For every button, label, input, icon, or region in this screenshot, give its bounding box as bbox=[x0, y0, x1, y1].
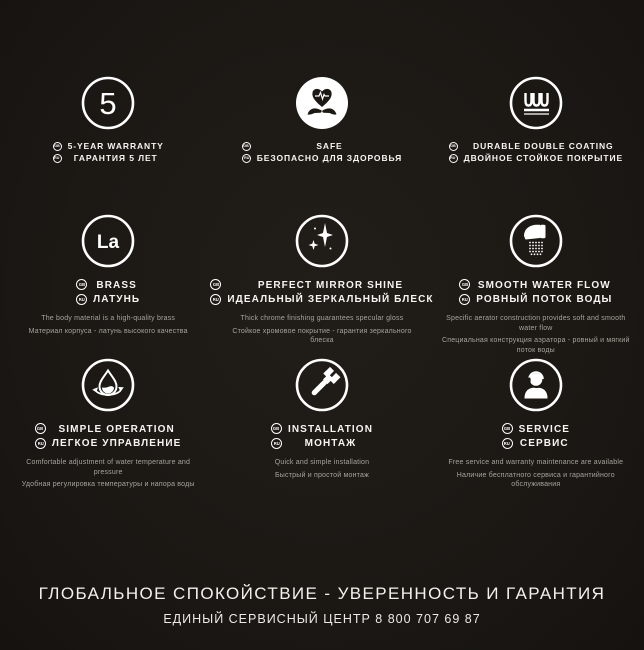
feature-title-ru: ЛАТУНЬ bbox=[93, 293, 141, 305]
feature-desc-ru: Удобная регулировка температуры и напора воды bbox=[21, 481, 195, 488]
feature-mirror-shine bbox=[210, 214, 433, 358]
feature-labels bbox=[449, 141, 623, 163]
lang-badge-ru: RU bbox=[271, 438, 282, 449]
lang-badge-gb: GB bbox=[35, 423, 46, 434]
feature-coating bbox=[434, 76, 638, 214]
footer bbox=[0, 584, 644, 626]
feature-service bbox=[434, 358, 638, 520]
footer-slogan: ГЛОБАЛЬНОЕ СПОКОЙСТВИЕ - УВЕРЕННОСТЬ И ГАРАНТИЯ bbox=[38, 584, 606, 603]
lang-badge-gb: GB bbox=[449, 142, 458, 151]
feature-title-ru: ДВОЙНОЕ СТОЙКОЕ ПОКРЫТИЕ bbox=[463, 153, 624, 163]
feature-title-en: SAFE bbox=[316, 141, 343, 151]
feature-desc-ru: Материал корпуса - латунь высокого качества bbox=[28, 327, 188, 335]
feature-safe bbox=[210, 76, 433, 214]
feature-labels bbox=[459, 279, 612, 305]
feature-title-ru: БЕЗОПАСНО ДЛЯ ЗДОРОВЬЯ bbox=[256, 153, 403, 163]
lang-badge-gb: GB bbox=[459, 279, 470, 290]
pipe-wrench-icon bbox=[295, 358, 349, 412]
feature-title-en: SERVICE bbox=[518, 423, 571, 435]
feature-desc-en: Specific aerator construction provides soft and smooth water flow bbox=[446, 315, 626, 332]
feature-title-en: PERFECT MIRROR SHINE bbox=[257, 279, 404, 291]
lang-badge-ru: RU bbox=[502, 438, 513, 449]
feature-simple-operation bbox=[6, 358, 210, 520]
feature-labels bbox=[76, 279, 140, 305]
drop-rotation-icon bbox=[81, 358, 135, 412]
support-headset-icon bbox=[509, 358, 563, 412]
feature-desc-ru: Специальная конструкция аэратора - ровный и мягкий поток воды bbox=[441, 337, 630, 354]
lang-badge-ru: RU bbox=[242, 154, 251, 163]
lang-badge-gb: GB bbox=[242, 142, 251, 151]
lang-badge-ru: RU bbox=[449, 154, 458, 163]
feature-title-ru: МОНТАЖ bbox=[304, 437, 357, 449]
feature-warranty bbox=[6, 76, 210, 214]
feature-title-ru: РОВНЫЙ ПОТОК ВОДЫ bbox=[476, 293, 613, 305]
lang-badge-gb: GB bbox=[53, 142, 62, 151]
feature-labels bbox=[210, 279, 433, 305]
feature-title-en: BRASS bbox=[96, 279, 137, 291]
lang-badge-ru: RU bbox=[53, 154, 62, 163]
feature-title-en: 5-YEAR WARRANTY bbox=[67, 141, 164, 151]
lang-badge-ru: RU bbox=[459, 294, 470, 305]
feature-title-en: INSTALLATION bbox=[287, 423, 374, 435]
feature-desc-en: The body material is a high-quality brass bbox=[41, 315, 176, 322]
lang-badge-ru: RU bbox=[76, 294, 87, 305]
mirror-shine-icon bbox=[295, 214, 349, 268]
shower-flow-icon bbox=[509, 214, 563, 268]
feature-water-flow bbox=[434, 214, 638, 358]
feature-desc-ru: Стойкое хромовое покрытие - гарантия зеркального блеска bbox=[232, 327, 412, 344]
double-coating-icon bbox=[509, 76, 563, 130]
feature-installation bbox=[210, 358, 433, 520]
footer-service-center-phone: ЕДИНЫЙ СЕРВИСНЫЙ ЦЕНТР 8 800 707 69 87 bbox=[163, 612, 481, 626]
lang-badge-ru: RU bbox=[210, 294, 221, 305]
feature-title-ru: СЕРВИС bbox=[519, 437, 569, 449]
warranty-5-number: 5 bbox=[99, 86, 117, 121]
feature-labels bbox=[53, 141, 164, 163]
lang-badge-gb: GB bbox=[271, 423, 282, 434]
feature-desc-en: Comfortable adjustment of water temperature and pressure bbox=[26, 459, 191, 476]
feature-desc-en: Free service and warranty maintenance are available bbox=[448, 459, 624, 466]
feature-labels bbox=[502, 423, 570, 449]
lang-badge-gb: GB bbox=[502, 423, 513, 434]
feature-labels bbox=[35, 423, 182, 449]
brass-la-icon bbox=[81, 214, 135, 268]
feature-title-en: SMOOTH WATER FLOW bbox=[477, 279, 611, 291]
feature-title-en: DURABLE DOUBLE COATING bbox=[473, 141, 614, 151]
feature-title-ru: ИДЕАЛЬНЫЙ ЗЕРКАЛЬНЫЙ БЛЕСК bbox=[227, 293, 434, 305]
lang-badge-ru: RU bbox=[35, 438, 46, 449]
warranty-5-icon bbox=[81, 76, 135, 130]
feature-desc-ru: Быстрый и простой монтаж bbox=[274, 471, 369, 479]
feature-title-ru: ЛЕГКОЕ УПРАВЛЕНИЕ bbox=[51, 437, 182, 449]
lang-badge-gb: GB bbox=[76, 279, 87, 290]
feature-labels bbox=[242, 141, 402, 163]
feature-brass bbox=[6, 214, 210, 358]
lang-badge-gb: GB bbox=[210, 279, 221, 290]
brass-la-symbol: La bbox=[97, 232, 120, 253]
feature-labels bbox=[271, 423, 373, 449]
feature-desc-en: Thick chrome finishing guarantees specular gloss bbox=[240, 315, 404, 322]
safe-hands-heart-icon bbox=[295, 76, 349, 130]
feature-desc-ru: Наличие бесплатного сервиса и гарантийного обслуживания bbox=[456, 471, 615, 488]
feature-title-ru: ГАРАНТИЯ 5 ЛЕТ bbox=[73, 153, 158, 163]
feature-desc-en: Quick and simple installation bbox=[274, 459, 370, 466]
feature-title-en: SIMPLE OPERATION bbox=[58, 423, 175, 435]
